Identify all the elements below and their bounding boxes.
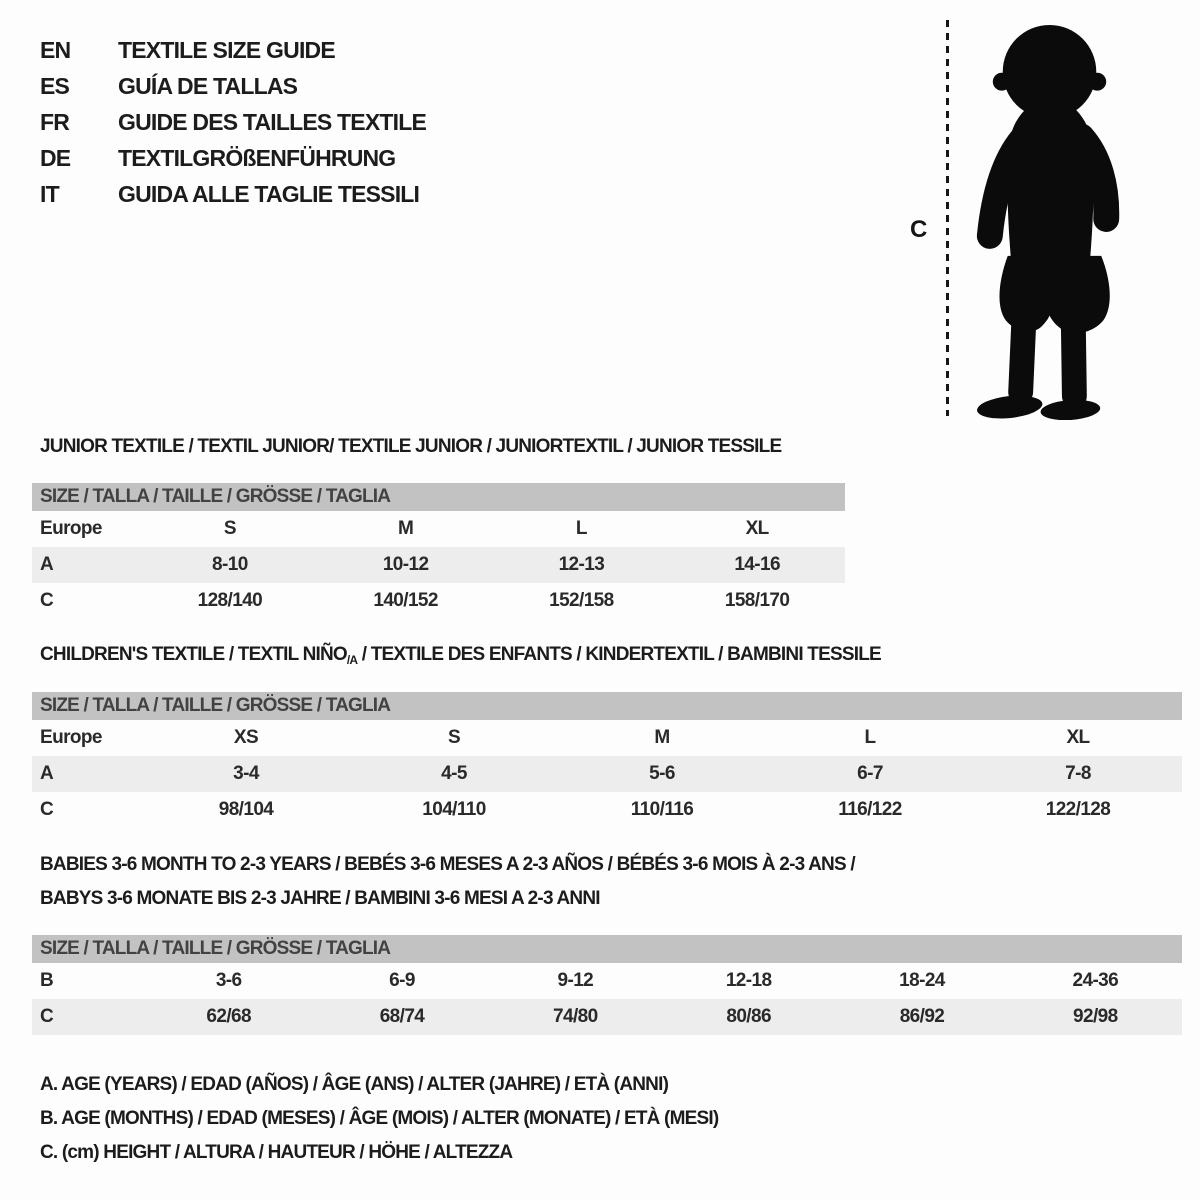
lang-row-fr (40, 104, 426, 140)
cell: L (575, 518, 587, 539)
row-c (32, 792, 1182, 828)
cell: M (654, 727, 670, 748)
cell: 7-8 (974, 756, 1182, 792)
row-label: A (32, 547, 142, 583)
babies-size-table (32, 935, 1182, 1035)
cell: 3-4 (142, 756, 350, 792)
cell: 9-12 (557, 970, 594, 991)
junior-section-title: JUNIOR TEXTILE / TEXTIL JUNIOR/ TEXTILE JUNIOR / JUNIORTEXTIL / JUNIOR TESSILE (40, 436, 782, 457)
babies-section-title-line2: BABYS 3-6 MONATE BIS 2-3 JAHRE / BAMBINI 3-6 MESI A 2-3 ANNI (40, 888, 600, 909)
lang-code: EN (40, 36, 71, 63)
cell: 6-9 (389, 970, 415, 991)
children-title-pre: CHILDREN'S TEXTILE / TEXTIL NIÑO (40, 644, 347, 665)
cell: 10-12 (318, 547, 494, 583)
cell: 152/158 (549, 590, 614, 611)
cell: 80/86 (662, 999, 835, 1035)
row-label: C (32, 999, 142, 1035)
legend-c: C. (cm) HEIGHT / ALTURA / HAUTEUR / HÖHE / ALTEZZA (40, 1142, 513, 1163)
toddler-silhouette-icon (962, 22, 1140, 420)
legend-a: A. AGE (YEARS) / EDAD (AÑOS) / ÂGE (ANS) / ALTER (JAHRE) / ETÀ (ANNI) (40, 1074, 669, 1095)
row-label: B (40, 970, 54, 991)
babies-section-title-line1: BABIES 3-6 MONTH TO 2-3 YEARS / BEBÉS 3-6 MESES A 2-3 AÑOS / BÉBÉS 3-6 MOIS À 2-3 ANS / (40, 854, 855, 875)
cell: 86/92 (835, 999, 1008, 1035)
row-label: C (40, 590, 54, 611)
cell: 128/140 (197, 590, 263, 611)
cell: M (398, 518, 414, 539)
cell: 5-6 (558, 756, 766, 792)
size-header-bar: SIZE / TALLA / TAILLE / GRÖSSE / TAGLIA (32, 483, 845, 511)
cell: L (864, 727, 876, 748)
height-measure-label: C (910, 216, 928, 243)
legend-b: B. AGE (MONTHS) / EDAD (MESES) / ÂGE (MOIS) / ALTER (MONATE) / ETÀ (MESI) (40, 1108, 719, 1129)
cell: 4-5 (350, 756, 558, 792)
row-label: Europe (40, 518, 102, 539)
height-measure-dashed-line (946, 20, 949, 416)
cell: S (447, 727, 461, 748)
children-title-sub: /A (346, 653, 358, 667)
size-header-bar: SIZE / TALLA / TAILLE / GRÖSSE / TAGLIA (32, 692, 1182, 720)
cell: 12-13 (494, 547, 670, 583)
lang-label: TEXTILGRÖßENFÜHRUNG (118, 144, 396, 171)
cell: 12-18 (725, 970, 772, 991)
measure-legend (40, 1068, 718, 1170)
lang-code: IT (40, 180, 59, 207)
children-title-post: / TEXTILE DES ENFANTS / KINDERTEXTIL / BAMBINI TESSILE (357, 644, 881, 665)
lang-code: DE (40, 144, 71, 171)
cell: 62/68 (142, 999, 315, 1035)
cell: XS (233, 727, 259, 748)
cell: 24-36 (1072, 970, 1119, 991)
children-section-title (40, 644, 881, 667)
cell: 92/98 (1009, 999, 1182, 1035)
cell: 74/80 (489, 999, 662, 1035)
lang-label: GUIDE DES TAILLES TEXTILE (118, 108, 426, 135)
lang-row-it (40, 176, 426, 212)
cell: 3-6 (215, 970, 242, 991)
cell: XL (1066, 727, 1090, 748)
cell: 140/152 (373, 590, 438, 611)
row-c (32, 583, 845, 619)
cell: 110/116 (630, 799, 694, 820)
size-header-bar: SIZE / TALLA / TAILLE / GRÖSSE / TAGLIA (32, 935, 1182, 963)
cell: 18-24 (899, 970, 945, 991)
cell: XL (745, 518, 769, 539)
junior-size-table (32, 483, 845, 619)
lang-code: FR (40, 108, 70, 135)
cell: 116/122 (838, 799, 902, 820)
row-europe (32, 511, 845, 547)
cell: 68/74 (315, 999, 488, 1035)
lang-row-es (40, 68, 426, 104)
lang-label: GUIDA ALLE TAGLIE TESSILI (118, 180, 420, 207)
lang-row-en (40, 32, 426, 68)
language-title-list (40, 32, 426, 212)
cell: 158/170 (724, 590, 790, 611)
row-c (32, 999, 1182, 1035)
row-label: C (40, 799, 54, 820)
row-b (32, 963, 1182, 999)
cell: 8-10 (142, 547, 318, 583)
cell: 104/110 (422, 799, 486, 820)
lang-label: TEXTILE SIZE GUIDE (118, 36, 335, 63)
cell: 6-7 (766, 756, 974, 792)
row-label: A (32, 756, 142, 792)
cell: 14-16 (669, 547, 845, 583)
lang-label: GUÍA DE TALLAS (118, 72, 298, 99)
cell: 98/104 (218, 799, 274, 820)
cell: S (223, 518, 236, 539)
cell: 122/128 (1045, 799, 1111, 820)
row-a (32, 547, 845, 583)
children-size-table (32, 692, 1182, 828)
row-a (32, 756, 1182, 792)
lang-row-de (40, 140, 426, 176)
row-label: Europe (40, 727, 102, 748)
lang-code: ES (40, 72, 70, 99)
row-europe (32, 720, 1182, 756)
